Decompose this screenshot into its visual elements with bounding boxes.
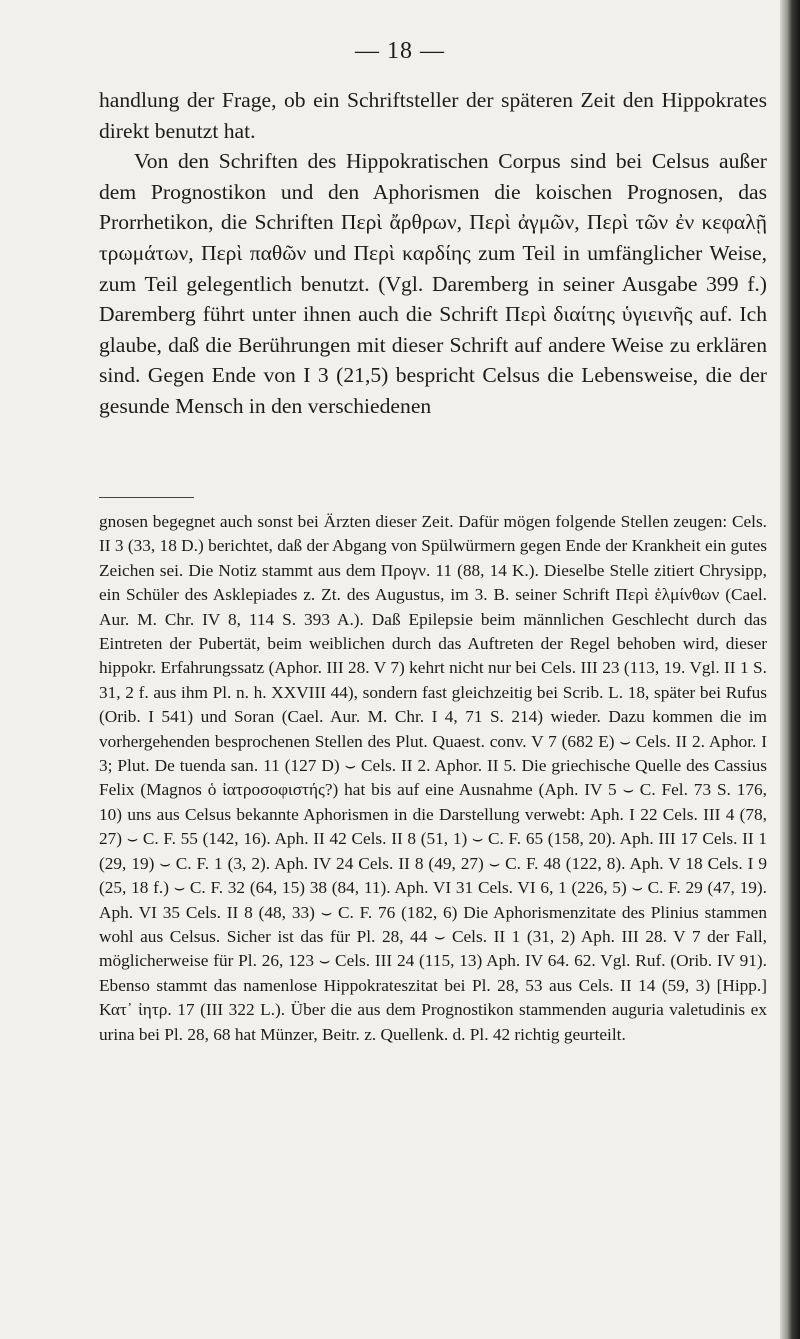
footnote-separator (99, 497, 194, 498)
footnote (99, 510, 767, 1047)
main-text-paragraph: Von den Schriften des Hippokratischen Corpus sind bei Celsus außer dem Prognostikon und den Aphorismen die koischen Prognosen, das Prorrhetikon, die Schriften Περὶ ἄρθρων, Περὶ ἀγμῶν, Περὶ τῶν ἐν κεφαλῇ τρωμάτων, Περὶ παθῶν und Περὶ καρδίης zum Teil in umfänglicher Weise, zum Teil gelegentlich benutzt. (Vgl. Daremberg in seiner Ausgabe 399 f.) Daremberg führt unter ihnen auch die Schrift Περὶ διαίτης ὑγιεινῆς auf. Ich glaube, daß die Berührungen mit dieser Schrift auf andere Weise zu erklären sind. Gegen Ende von I 3 (21,5) bespricht Celsus die Lebensweise, die der gesunde Mensch in den verschiedenen (99, 149, 767, 418)
main-text (99, 85, 767, 422)
main-text-paragraph: handlung der Frage, ob ein Schriftsteller der späteren Zeit den Hippokrates direkt benutzt hat. (99, 88, 767, 143)
book-spine-edge (780, 0, 800, 1339)
footnote-text: gnosen begegnet auch sonst bei Ärzten dieser Zeit. Dafür mögen folgende Stellen zeugen: Cels. II 3 (33, 18 D.) berichtet, daß der Abgang von Spülwürmern gegen Ende der Krankheit ein gutes Zeichen sei. Die Notiz stammt aus dem Προγν. 11 (88, 14 K.). Dieselbe Stelle zitiert Chrysipp, ein Schüler des Asklepiades z. Zt. des Augustus, im 3. B. seiner Schrift Περὶ ἑλμίνθων (Cael. Aur. M. Chr. IV 8, 114 S. 393 A.). Daß Epilepsie beim männlichen Geschlecht durch das Eintreten der Pubertät, beim weiblichen durch das Auftreten der Regel behoben wird, dieser hippokr. Erfahrungssatz (Aphor. III 28. V 7) kehrt nicht nur bei Cels. III 23 (113, 19. Vgl. II 1 S. 31, 2 f. aus ihm Pl. n. h. XXVIII 44), sondern fast gleichzeitig bei Scrib. L. 18, später bei Rufus (Orib. I 541) und Soran (Cael. Aur. M. Chr. I 4, 71 S. 214) wieder. Dazu kommen die im vorhergehenden besprochenen Stellen des Plut. Quaest. conv. V 7 (682 E) ⌣ Cels. II 2. Aphor. I 3; Plut. De tuenda san. 11 (127 D) ⌣ Cels. II 2. Aphor. II 5. Die griechische Quelle des Cassius Felix (Magnos ὁ ἰατροσοφιστής?) hat bis auf eine Ausnahme (Aph. IV 5 ⌣ C. Fel. 73 S. 176, 10) uns aus Celsus bekannte Aphorismen in die Darstellung verwebt: Aph. I 22 Cels. III 4 (78, 27) ⌣ C. F. 55 (142, 16). Aph. II 42 Cels. II 8 (51, 1) ⌣ C. F. 65 (158, 20). Aph. III 17 Cels. II 1 (29, 19) ⌣ C. F. 1 (3, 2). Aph. IV 24 Cels. II 8 (49, 27) ⌣ C. F. 48 (122, 8). Aph. V 18 Cels. I 9 (25, 18 f.) ⌣ C. F. 32 (64, 15) 38 (84, 11). Aph. VI 31 Cels. VI 6, 1 (226, 5) ⌣ C. F. 29 (47, 19). Aph. VI 35 Cels. II 8 (48, 33) ⌣ C. F. 76 (182, 6) Die Aphorismenzitate des Plinius stammen wohl aus Celsus. Sicher ist das für Pl. 28, 44 ⌣ Cels. II 1 (31, 2) Aph. III 28. V 7 der Fall, möglicherweise für Pl. 26, 123 ⌣ Cels. III 24 (115, 13) Aph. IV 64. 62. Vgl. Ruf. (Orib. IV 91). Ebenso stammt das namenlose Hippokrateszitat bei Pl. 28, 53 aus Cels. II 14 (59, 3) [Hipp.] Κατ᾽ ἰητρ. 17 (III 322 L.). Über die aus dem Prognostikon stammenden auguria valetudinis ex urina bei Pl. 28, 68 hat Münzer, Beitr. z. Quellenk. d. Pl. 42 richtig geurteilt. (99, 512, 767, 1044)
page-number: — 18 — (355, 38, 445, 64)
